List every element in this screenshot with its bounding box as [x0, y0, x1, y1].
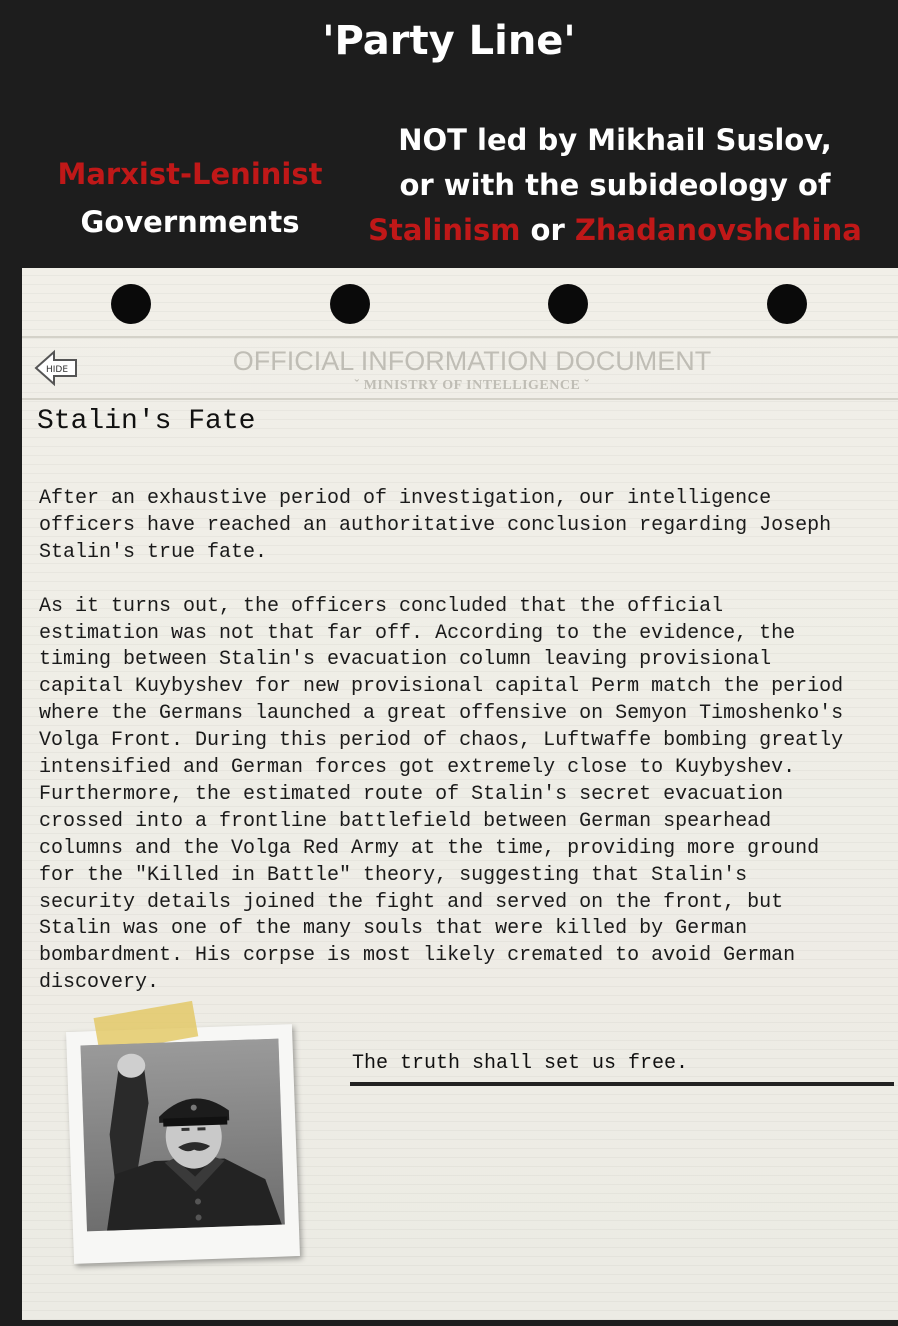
- divider: [22, 398, 898, 400]
- header-right-line2: or with the subideology of: [399, 168, 831, 202]
- header-left-governments: Governments: [80, 205, 300, 239]
- hide-button[interactable]: [34, 348, 80, 388]
- stalin-photo: [66, 1024, 300, 1264]
- binder-hole: [330, 284, 370, 324]
- header-right-conj: or: [520, 213, 575, 247]
- document-paper: [22, 268, 898, 1320]
- document-title: Stalin's Fate: [37, 406, 256, 437]
- portrait-illustration: [81, 1039, 285, 1232]
- divider: [22, 336, 898, 338]
- document-paragraph: As it turns out, the officers concluded that the official estimation was not that far off. According to the evidence, the timing between Stalin's evacuation column leaving provisional capital Kuybyshev for new provisional capital Perm match the period where the Germans launched a great offensive on Semyon Timoshenko's Volga Front. During this period of chaos, Luftwaffe bombing greatly intensified and German forces got extremely close to Kuybyshev. Furthermore, the estimated route of Stalin's secret evacuation crossed into a frontline battlefield between German spearhead columns and the Volga Red Army at the time, providing more ground for the "Killed in Battle" theory, suggesting that Stalin's security details joined the fight and served on the front, but Stalin was one of the many souls that were killed by German bombardment. His corpse is most likely cremated to avoid German discovery.: [39, 594, 844, 995]
- page-title: 'Party Line': [322, 18, 576, 64]
- hide-label: HIDE: [45, 365, 69, 375]
- header-right-block: [360, 118, 870, 253]
- ministry-emblem-icon: ˇ: [584, 378, 590, 393]
- binder-hole: [111, 284, 151, 324]
- header-right-term2: Zhadanovshchina: [574, 213, 862, 247]
- header-left-ideology: Marxist-Leninist: [57, 157, 323, 191]
- header-left-block: [40, 150, 340, 246]
- header-right-line3: [360, 208, 870, 253]
- back-arrow-icon: [34, 348, 80, 388]
- document-header-title: OFFICIAL INFORMATION DOCUMENT: [232, 346, 712, 376]
- ministry-emblem-icon: ˇ: [354, 378, 360, 393]
- document-paragraph: After an exhaustive period of investigation, our intelligence officers have reached an authoritative conclusion regarding Joseph Stalin's true fate.: [39, 487, 832, 564]
- binder-hole: [767, 284, 807, 324]
- document-header: [212, 344, 732, 394]
- document-body: [39, 486, 894, 1024]
- ministry-name: MINISTRY OF INTELLIGENCE: [363, 378, 581, 393]
- binder-hole: [548, 284, 588, 324]
- portrait-image: [81, 1039, 285, 1232]
- document-motto: The truth shall set us free.: [350, 1052, 894, 1086]
- header-right-term1: Stalinism: [368, 213, 521, 247]
- header-right-line1: NOT led by Mikhail Suslov,: [398, 123, 832, 157]
- document-header-subtitle: [212, 378, 732, 394]
